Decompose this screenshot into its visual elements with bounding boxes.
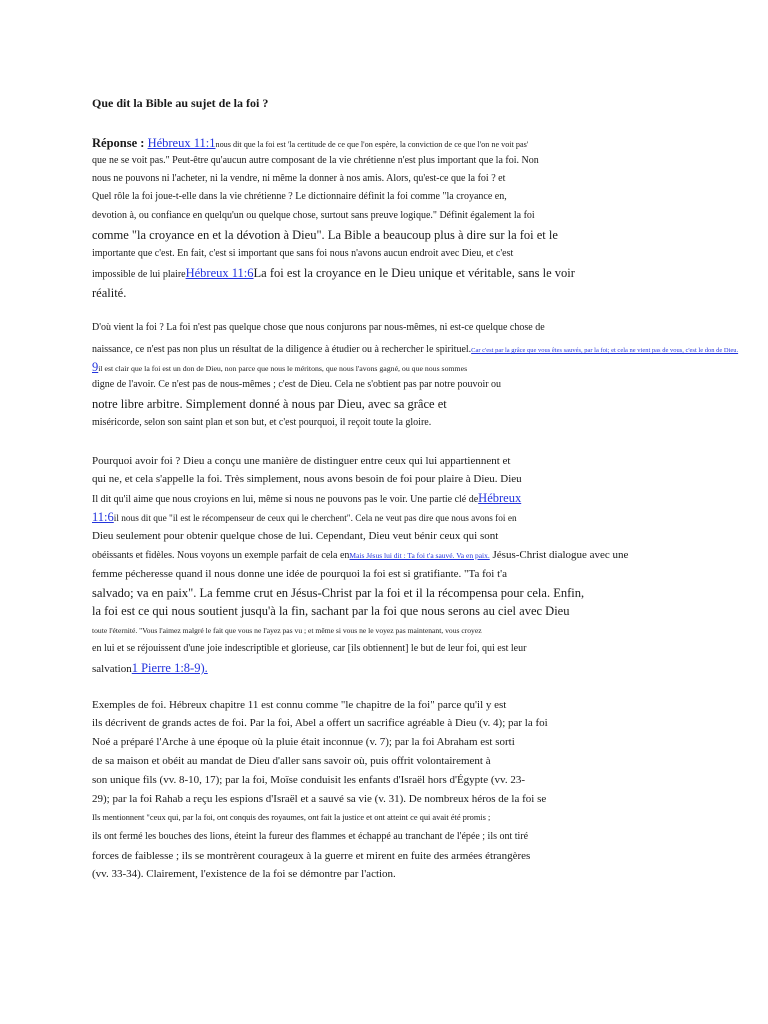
answer-label: Réponse : xyxy=(92,136,148,150)
p3-line-5: Dieu seulement pour obtenir quelque chose de lui. Cependant, Dieu veut bénir ceux qui sont xyxy=(92,530,499,542)
p2-line-3 xyxy=(92,360,467,376)
link-hebrews-11-6-second[interactable]: 11:6 xyxy=(92,510,114,524)
p4-line-6: 29); par la foi Rahab a reçu les espions d'Israël et a sauvé sa vie (v. 31). De nombreux héros de la foi se xyxy=(92,793,547,805)
p1-line-1 xyxy=(92,136,528,152)
p3-line-12 xyxy=(92,661,222,676)
link-hebrews-11-6[interactable]: Hébreux 11:6 xyxy=(185,266,254,280)
page-title: Que dit la Bible au sujet de la foi ? xyxy=(92,96,269,110)
p1-line-3: nous ne pouvons ni l'acheter, ni la vendre, ni même la donner à nos amis. Alors, qu'est-ce que la foi ? et xyxy=(92,173,506,184)
p3-line-11: en lui et se réjouissent d'une joie indescriptible et glorieuse, car [ils obtiennent] le but de leur foi, qui est leur xyxy=(92,643,527,654)
p2-line-3-end: il est clair que la foi est un don de Dieu, non parce que nous le méritons, que nous l'avons gagné, ou que nous sommes xyxy=(98,364,468,373)
p3-line-6 xyxy=(92,548,628,563)
p3-line-7: femme pécheresse quand il nous donne une idée de pourquoi la foi est si gratifiante. "Ta foi t'a xyxy=(92,568,508,580)
p1-line-2: que ne se voit pas." Peut-être qu'aucun autre composant de la vie chrétienne n'est plus important que la foi. Non xyxy=(92,155,539,166)
p1-line-5: devotion à, ou confiance en quelqu'un ou quelque chose, surtout sans preuve logique." Définit également la foi xyxy=(92,210,535,221)
p3-line-10: toute l'éternité. "Vous l'aimez malgré le fait que vous ne l'ayez pas vu ; et même si vous ne le voyez pas maintenant, vous croyez xyxy=(92,626,482,635)
p1-line-8-end: La foi est la croyance en le Dieu unique et véritable, sans le voir xyxy=(253,266,575,280)
p3-line-6-end: Jésus-Christ dialogue avec une xyxy=(489,549,629,561)
link-hebrews-11-1[interactable]: Hébreux 11:1 xyxy=(147,136,216,150)
p1-line-4: Quel rôle la foi joue-t-elle dans la vie chrétienne ? Le dictionnaire définit la foi comme "la croyance en, xyxy=(92,191,507,202)
p2-line-1: D'où vient la foi ? La foi n'est pas quelque chose que nous conjurons par nous-mêmes, ni est-ce quelque chose de xyxy=(92,322,545,333)
p1-line-1-tail: nous dit que la foi est 'la certitude de ce que l'on espère, la conviction de ce que l'on ne voit pas' xyxy=(215,140,529,149)
p4-line-8: ils ont fermé les bouches des lions, éteint la fureur des flammes et échappé au tranchant de l'épée ; ils ont tiré xyxy=(92,831,529,842)
link-1-peter-1-8-9[interactable]: 1 Pierre 1:8-9). xyxy=(131,661,208,675)
p3-line-4-end: il nous dit que "il est le récompenseur de ceux qui le cherchent". Cela ne veut pas dire que nous avons foi en xyxy=(113,514,517,524)
p4-line-9: forces de faiblesse ; ils se montrèrent courageux à la guerre et mirent en fuite des armées étrangères xyxy=(92,850,531,862)
p1-line-8-start: impossible de lui plaire xyxy=(92,269,186,280)
p3-line-3-start: Il dit qu'il aime que nous croyions en lui, même si nous ne pouvons pas le voir. Une partie clé de xyxy=(92,494,479,505)
p3-line-3 xyxy=(92,491,551,507)
link-verse-9[interactable]: 9 xyxy=(92,360,99,374)
p1-line-7: importante que c'est. En fait, c'est si important que sans foi nous n'avons aucun endroit avec Dieu, et c'est xyxy=(92,248,514,259)
p2-line-2 xyxy=(92,342,738,358)
p1-line-6: comme "la croyance en et la dévotion à Dieu". La Bible a beaucoup plus à dire sur la foi et le xyxy=(92,228,558,242)
p3-line-8: salvado; va en paix". La femme crut en Jésus-Christ par la foi et il la récompensa pour cela. Enfin, xyxy=(92,586,585,600)
p3-line-9: la foi est ce qui nous soutient jusqu'à la fin, sachant par la foi que nous serons au ciel avec Dieu xyxy=(92,604,570,618)
p2-line-6: miséricorde, selon son saint plan et son but, et c'est pourquoi, il reçoit toute la gloire. xyxy=(92,417,432,428)
p1-line-9: réalité. xyxy=(92,286,127,300)
p2-line-4: digne de l'avoir. Ce n'est pas de nous-mêmes ; c'est de Dieu. Cela ne s'obtient pas par notre pouvoir ou xyxy=(92,379,502,390)
p4-line-10: (vv. 33-34). Clairement, l'existence de la foi se démontre par l'action. xyxy=(92,868,396,880)
p1-line-8 xyxy=(92,266,575,282)
p4-line-5: son unique fils (vv. 8-10, 17); par la foi, Moïse conduisit les enfants d'Israël hors d'Égypte (vv. 23- xyxy=(92,774,525,786)
link-luke-7-50[interactable]: Mais Jésus lui dit : Ta foi t'a sauvé. Va en paix. xyxy=(349,551,490,560)
p2-line-5: notre libre arbitre. Simplement donné à nous par Dieu, avec sa grâce et xyxy=(92,397,447,411)
p4-line-7: Ils mentionnent "ceux qui, par la foi, ont conquis des royaumes, ont fait la justice et ont atteint ce qui avait été promis ; xyxy=(92,813,491,822)
p3-line-6-start: obéissants et fidèles. Nous voyons un exemple parfait de cela en xyxy=(92,550,350,561)
p3-line-1: Pourquoi avoir foi ? Dieu a conçu une manière de distinguer entre ceux qui lui appartiennent et xyxy=(92,455,511,467)
p3-line-12-start: salvation xyxy=(92,663,132,675)
p4-line-2: ils décrivent de grands actes de foi. Par la foi, Abel a offert un sacrifice agréable à Dieu (v. 4); par la foi xyxy=(92,717,548,729)
p2-line-2-start: naissance, ce n'est pas non plus un résultat de la diligence à étudier ou à rechercher le spirituel. xyxy=(92,344,472,355)
p3-line-4 xyxy=(92,510,517,526)
p3-line-2: qui ne, et cela s'appelle la foi. Très simplement, nous avons besoin de foi pour plaire à Dieu. Dieu xyxy=(92,473,522,485)
p4-line-4: de sa maison et obéit au mandat de Dieu d'aller sans savoir où, puis offrit volontairement à xyxy=(92,755,491,767)
p4-line-1: Exemples de foi. Hébreux chapitre 11 est connu comme "le chapitre de la foi" parce qu'il y est xyxy=(92,699,507,711)
link-ephesians-grace[interactable]: Car c'est par la grâce que vous êtes sauvés, par la foi; et cela ne vient pas de vous, c'est le don de Dieu. xyxy=(471,347,739,354)
link-hebrews-word[interactable]: Hébreux xyxy=(478,491,522,505)
p4-line-3: Noé a préparé l'Arche à une époque où la pluie était inconnue (v. 7); par la foi Abraham est sorti xyxy=(92,736,515,748)
